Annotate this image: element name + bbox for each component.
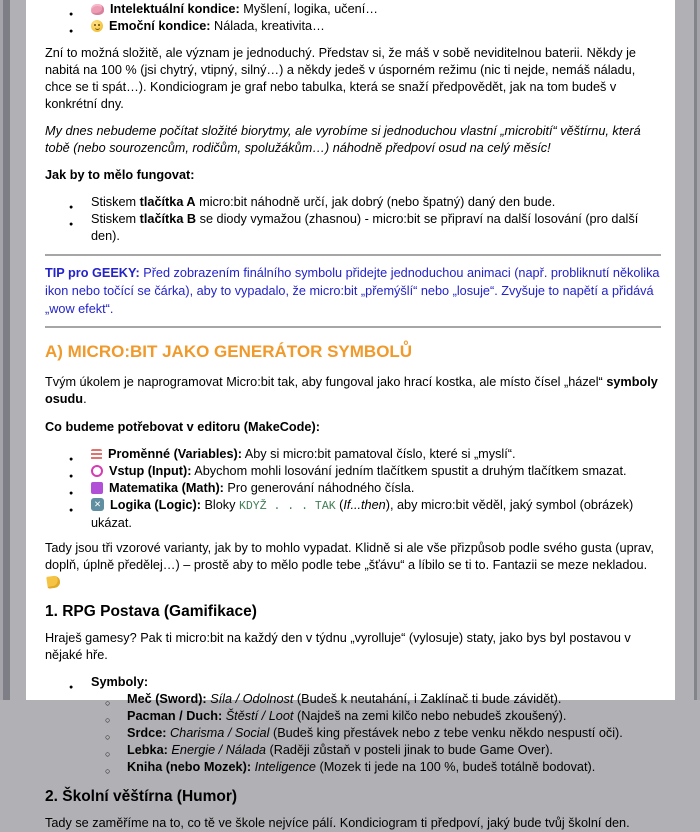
math-icon	[91, 482, 103, 494]
text-run: Srdce:	[127, 726, 171, 740]
smiley-icon	[91, 20, 103, 32]
text-run: Emoční kondice:	[109, 19, 211, 33]
page-gutter-left	[10, 0, 26, 700]
section-a-heading: A) MICRO:BIT JAKO GENERÁTOR SYMBOLŮ	[45, 342, 413, 361]
text-run: Logika (Logic):	[110, 498, 201, 512]
text-run: Před zobrazením finálního symbolu přidejte jednoduchou animaci (např. probliknutí několika ikon nebo točící se čárka), aby to vypadalo, že micro:bit „přemýšlí“ nebo „losuje“. Zvyšuje to napětí a přidává „wow efekt“.	[45, 266, 660, 316]
how-it-works-heading: Jak by to mělo fungovat:	[45, 168, 195, 182]
task-paragraph	[45, 374, 661, 408]
variables-icon	[91, 449, 102, 460]
list-item	[45, 497, 661, 532]
text-run: (Raději zůstaň v posteli jinak to bude Game Over).	[265, 743, 553, 757]
geek-tip-paragraph	[45, 264, 661, 318]
text-run: Zní to možná složitě, ale význam je jednoduchý. Představ si, že máš v sobě neviditelnou baterii. Někdy je nabitá na 100 % (jsi chytrý, vtipný, silný…) a někdy jedeš v úsporném režimu (nic ti nejde, nemáš náladu, chce se ti spát…). Kondiciogram je graf nebo tabulka, která se snaží předpovědět, jak na tom budeš v konkrétní dny.	[45, 46, 636, 111]
text-run: (Budeš king přestávek nebo z tebe venku někdo nespustí oči).	[269, 726, 623, 740]
text-run: Tady jsou tři vzorové varianty, jak by to mohlo vypadat. Klidně si ale vše přizpůsob podle svého gusta (uprav, doplň, úplně předělej…) – prostě aby to mělo podle tebe „šťávu“ a líbilo se ti to. Fantazii se meze nekladou.	[45, 541, 654, 572]
text-run: Charisma / Social	[170, 726, 270, 740]
text-run: Kniha (nebo Mozek):	[127, 760, 255, 774]
text-run: KDYŽ . . . TAK	[239, 500, 336, 513]
text-run: My dnes nebudeme počítat složité biorytmy, ale vyrobíme si jednoduchou vlastní „microbití“ věštírnu, která tobě (nebo sourozencům, rodičům, spolužákům…) náhodně předpoví osud na celý měsíc!	[45, 124, 641, 155]
text-run: tlačítka B	[139, 212, 197, 226]
list-item	[45, 446, 661, 463]
text-run: Symboly:	[91, 675, 149, 689]
text-run: Nálada, kreativita…	[210, 19, 325, 33]
text-run: Pacman / Duch:	[127, 709, 226, 723]
text-run: Hraješ gamesy? Pak ti micro:bit na každý den v týdnu „vyrolluje“ (vylosuje) staty, jako bys byl postavou v nějaké hře.	[45, 631, 631, 662]
list-item	[45, 480, 661, 497]
symbol-item	[45, 742, 661, 759]
text-run: Matematika (Math):	[109, 481, 224, 495]
list-item	[45, 463, 661, 480]
school-paragraph	[45, 815, 661, 832]
symbols-list	[45, 674, 661, 776]
text-run: Lebka:	[127, 743, 172, 757]
wellness-list	[45, 1, 661, 35]
list-item	[45, 1, 661, 18]
text-run: TIP pro GEEKY:	[45, 266, 140, 280]
text-run: Inteligence	[254, 760, 316, 774]
text-run: (Najdeš na zemi kilčo nebo nebudeš zkoušený).	[293, 709, 567, 723]
text-run: Bloky	[200, 498, 239, 512]
document-page	[26, 0, 675, 830]
battery-paragraph	[45, 45, 661, 113]
text-run: se diody vymažou (zhasnou) - micro:bit se připraví na další losování (pro další den).	[91, 212, 639, 243]
symbol-item	[45, 759, 661, 776]
text-run: .	[83, 392, 87, 406]
variants-paragraph	[45, 540, 661, 591]
text-run: (Mozek ti jede na 100 %, budeš totálně bodovat).	[315, 760, 596, 774]
text-run: Abychom mohli losování jedním tlačítkem spustit a druhým tlačítkem smazat.	[191, 464, 627, 478]
text-run: Energie / Nálada	[171, 743, 266, 757]
text-run: Intelektuální kondice:	[110, 2, 240, 16]
list-item	[45, 18, 661, 35]
text-run: Síla / Odolnost	[210, 692, 294, 706]
symbol-item	[45, 708, 661, 725]
rpg-intro-paragraph	[45, 630, 661, 664]
school-heading: 2. Školní věštírna (Humor)	[45, 788, 238, 805]
symbol-item	[45, 725, 661, 742]
text-run: micro:bit náhodně určí, jak dobrý (nebo špatný) daný den bude.	[195, 195, 556, 209]
logic-icon	[91, 498, 104, 511]
text-run: (Budeš k neutahání, i Zaklínač ti bude závidět).	[293, 692, 562, 706]
text-run: Tvým úkolem je naprogramovat Micro:bit tak, aby fungoval jako hrací kostka, ale místo čísel „házel“	[45, 375, 607, 389]
text-run: If...then	[343, 498, 386, 512]
text-run: ), aby micro:bit věděl, jaký symbol (obrázek) ukázat.	[91, 498, 634, 530]
makecode-list	[45, 446, 661, 532]
buttons-list	[45, 194, 661, 245]
text-run: Proměnné (Variables):	[108, 447, 242, 461]
left-scrollbar	[3, 0, 10, 700]
page-gutter-right	[675, 0, 694, 700]
text-run: tlačítka A	[139, 195, 196, 209]
text-run: Štěstí / Loot	[225, 709, 294, 723]
text-run: symboly osudu	[45, 375, 658, 406]
symbols-label	[45, 674, 661, 691]
requirements-heading: Co budeme potřebovat v editoru (MakeCode):	[45, 420, 320, 434]
plan-paragraph	[45, 123, 661, 157]
flexed-biceps-icon	[46, 575, 61, 589]
text-run: Pro generování náhodného čísla.	[223, 481, 415, 495]
text-run: (	[335, 498, 344, 512]
brain-icon	[91, 4, 104, 15]
list-item	[45, 211, 661, 245]
text-run: Stiskem	[91, 195, 140, 209]
divider-bottom	[45, 326, 661, 328]
rpg-heading: 1. RPG Postava (Gamifikace)	[45, 603, 257, 620]
text-run: Aby si micro:bit pamatoval číslo, které si „myslí“.	[241, 447, 516, 461]
list-item	[45, 194, 661, 211]
text-run: Stiskem	[91, 212, 140, 226]
text-run: Vstup (Input):	[109, 464, 192, 478]
text-run: Tady se zaměříme na to, co tě ve škole nejvíce pálí. Kondiciogram ti předpoví, jaký bude tvůj školní den.	[45, 816, 630, 830]
divider-top	[45, 254, 661, 256]
text-run: Meč (Sword):	[127, 692, 211, 706]
text-run: Myšlení, logika, učení…	[239, 2, 378, 16]
input-icon	[91, 465, 103, 477]
